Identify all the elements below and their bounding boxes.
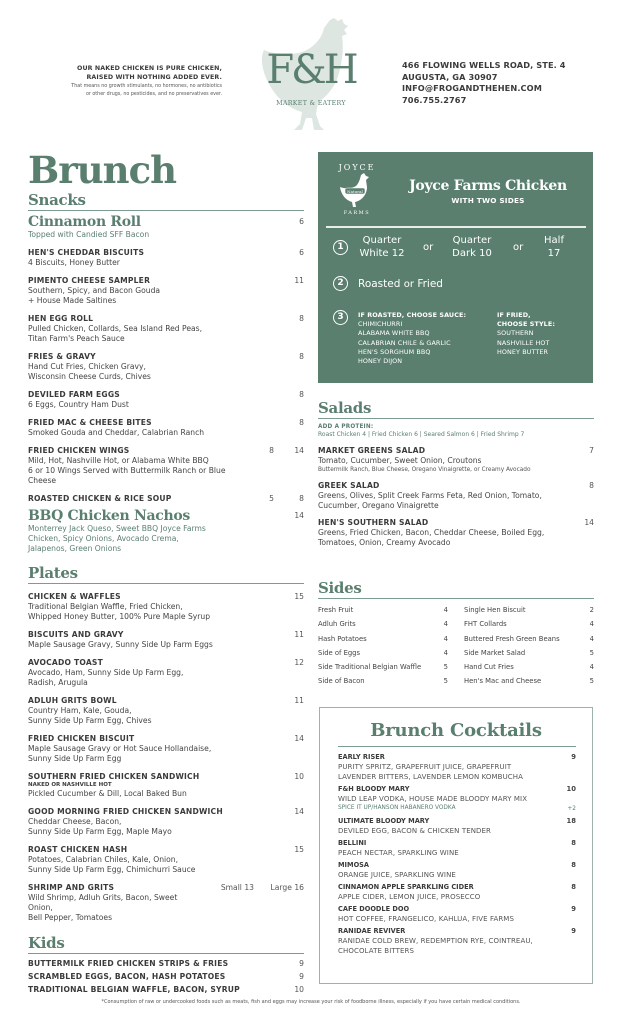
cocktail-text	[338, 785, 527, 814]
featured-desc: Chicken, Spicy Onions, Avocado Crema,	[28, 534, 179, 543]
cocktail-price: 8	[571, 883, 576, 891]
side-item	[318, 617, 448, 631]
item-name: FRIES & GRAVY	[28, 352, 96, 361]
side-name: Buttered Fresh Green Beans	[464, 634, 560, 643]
cocktail-name: BELLINI	[338, 839, 367, 847]
cocktail-desc: LAVENDER BITTERS, LAVENDER LEMON KOMBUCHA	[338, 773, 524, 781]
side-item	[464, 603, 594, 617]
item-desc: Tomato, Cucumber, Sweet Onion, Croutons	[318, 456, 482, 465]
cocktail-desc: PEACH NECTAR, SPARKLING WINE	[338, 849, 459, 857]
phone[interactable]: 706.755.2767	[402, 94, 467, 105]
price-large: Large 16	[270, 883, 304, 892]
item-price: 8	[299, 352, 304, 361]
menu-item	[28, 390, 304, 410]
item-desc: Maple Sausage Gravy or Hot Sauce Hollandaise,	[28, 744, 212, 753]
sauce-option: HONEY DIJON	[358, 357, 403, 366]
cocktail-list	[338, 750, 576, 956]
item-desc: Wild Shrimp, Adluh Grits, Bacon, Sweet Onion,	[28, 893, 178, 912]
item-desc: Sunny Side Up Farm Egg, Chimichurri Sauce	[28, 865, 196, 874]
side-item	[464, 646, 594, 660]
item-text	[28, 276, 294, 306]
item-price: 7	[589, 446, 594, 455]
sauce-option: HEN'S SORGHUM BBQ	[358, 347, 431, 356]
option-quarter-dark	[444, 234, 500, 260]
item-prices	[244, 494, 304, 504]
snack-list	[28, 248, 304, 504]
tagline	[12, 64, 222, 99]
sides-grid	[318, 603, 594, 689]
option-half	[536, 234, 572, 260]
divider	[326, 226, 586, 228]
featured-price: 14	[294, 511, 304, 520]
side-name: Hen's Mac and Cheese	[464, 677, 542, 686]
cocktail-upgrade: SPICE IT UP/HANSON HABANERO VODKA	[338, 805, 456, 811]
item-price: 12	[294, 658, 304, 667]
item-text	[28, 807, 294, 837]
item-text	[28, 734, 294, 764]
tagline-small-2: or other drugs, no pesticides, and no preservatives ever.	[85, 92, 222, 98]
side-price: 4	[443, 648, 448, 657]
side-price: 5	[589, 677, 594, 686]
cocktail-text	[338, 817, 491, 836]
featured-desc: Monterrey Jack Queso, Sweet BBQ Joyce Farms	[28, 524, 206, 533]
item-text	[28, 772, 294, 799]
item-desc: Cucumber, Oregano Vinaigrette	[318, 501, 439, 510]
side-item	[318, 632, 448, 646]
step-2-icon: 2	[333, 276, 348, 291]
item-price: 14	[584, 518, 594, 527]
item-name: FRIED MAC & CHEESE BITES	[28, 418, 152, 427]
cocktail-desc: CHOCOLATE BITTERS	[338, 947, 415, 955]
item-name: FRIED CHICKEN BISCUIT	[28, 734, 135, 743]
item-text	[318, 446, 531, 474]
item-name: PIMENTO CHEESE SAMPLER	[28, 276, 151, 285]
item-name: GREEK SALAD	[318, 481, 380, 490]
menu-item	[28, 845, 304, 875]
item-desc: + House Made Saltines	[28, 296, 117, 305]
menu-item	[28, 494, 304, 504]
item-desc: Wisconsin Cheese Curds, Chives	[28, 372, 151, 381]
fried-heading: CHOOSE STYLE:	[497, 320, 555, 329]
tagline-bold-2: RAISED WITH NOTHING ADDED EVER.	[86, 74, 222, 81]
side-price: 5	[443, 677, 448, 686]
divider	[338, 746, 576, 747]
item-text	[28, 390, 299, 410]
item-desc: Southern, Spicy, and Bacon Gouda	[28, 286, 161, 295]
menu-item	[28, 972, 304, 982]
side-name: Single Hen Biscuit	[464, 606, 526, 614]
item-price: 8	[589, 481, 594, 490]
item-desc: Pulled Chicken, Collards, Sea Island Red Peas,	[28, 324, 203, 333]
side-item	[464, 632, 594, 646]
menu-item	[28, 734, 304, 764]
or-label: or	[403, 279, 414, 290]
joyce-farms-logo-icon	[331, 161, 383, 216]
item-name: ADLUH GRITS BOWL	[28, 696, 117, 705]
roasted-sauces	[358, 311, 466, 366]
salad-list	[318, 446, 594, 548]
cocktail-item	[338, 927, 576, 956]
item-price: 14	[294, 734, 304, 743]
upgrade-price: +2	[567, 806, 576, 812]
cocktail-name: RANIDAE REVIVER	[338, 927, 406, 935]
cocktail-price: 8	[571, 861, 576, 869]
side-price: 5	[443, 663, 448, 672]
item-text	[28, 658, 294, 688]
style-option: SOUTHERN	[497, 329, 534, 338]
item-price: 8	[299, 390, 304, 399]
item-text	[28, 494, 244, 504]
option-price: White 12	[359, 248, 405, 259]
side-price: 4	[589, 634, 594, 643]
option-price: Dark 10	[452, 248, 492, 259]
svg-text:FARMS: FARMS	[343, 210, 371, 216]
side-name: Side of Bacon	[318, 677, 365, 686]
item-price: 9	[299, 972, 304, 981]
price-large: 8	[299, 494, 304, 503]
section-title-kids: Kids	[28, 935, 304, 954]
cocktail-price: 10 +2	[566, 785, 576, 812]
sides-left-column	[318, 603, 448, 689]
cocktail-name: CAFE DOODLE DOO	[338, 905, 410, 913]
cocktail-item	[338, 817, 576, 836]
item-prices	[194, 883, 304, 923]
item-price: 8	[299, 314, 304, 323]
side-item	[318, 646, 448, 660]
item-text	[28, 959, 299, 969]
cocktail-text	[338, 927, 533, 956]
tagline-small-1: That means no growth stimulants, no hormones, no antibiotics	[71, 84, 222, 89]
item-name: MARKET GREENS SALAD	[318, 446, 426, 455]
section-title-sides: Sides	[318, 580, 594, 599]
cocktail-text	[338, 839, 459, 858]
item-name: DEVILED FARM EGGS	[28, 390, 120, 399]
section-title-plates: Plates	[28, 565, 304, 584]
item-name: SOUTHERN FRIED CHICKEN SANDWICH	[28, 772, 200, 781]
cocktail-price: 9	[571, 753, 576, 761]
item-name: HEN'S SOUTHERN SALAD	[318, 518, 429, 527]
item-desc: Bell Pepper, Tomatoes	[28, 913, 113, 922]
menu-item	[28, 592, 304, 622]
featured-desc: Jalapenos, Green Onions	[28, 544, 122, 553]
item-name: SHRIMP AND GRITS	[28, 883, 115, 892]
item-text	[318, 481, 542, 511]
price-small: 5	[269, 494, 274, 503]
featured-price: 6	[299, 217, 304, 226]
item-text	[28, 630, 294, 650]
side-name: Hand Cut Fries	[464, 663, 514, 672]
cocktail-item	[338, 839, 576, 858]
item-desc: Traditional Belgian Waffle, Fried Chicken,	[28, 602, 183, 611]
item-desc: Hand Cut Fries, Chicken Gravy,	[28, 362, 146, 371]
item-desc: Cheddar Cheese, Bacon,	[28, 817, 122, 826]
item-desc: Avocado, Ham, Sunny Side Up Farm Egg,	[28, 668, 184, 677]
step-3-icon: 3	[333, 310, 348, 325]
item-desc: Sunny Side Up Farm Egg, Maple Mayo	[28, 827, 172, 836]
item-name: SCRAMBLED EGGS, BACON, HASH POTATOES	[28, 972, 226, 981]
item-name: FRIED CHICKEN WINGS	[28, 446, 130, 455]
logo	[258, 18, 364, 138]
item-text	[28, 985, 294, 995]
or-label: or	[513, 242, 524, 253]
item-text	[28, 446, 244, 486]
item-subtitle: NAKED OR NASHVILLE HOT	[28, 782, 112, 788]
item-name: GOOD MORNING FRIED CHICKEN SANDWICH	[28, 807, 223, 816]
cocktail-name: F&H BLOODY MARY	[338, 785, 410, 793]
joyce-subtitle: WITH TWO SIDES	[451, 196, 525, 205]
cocktail-price: 8	[571, 839, 576, 847]
item-name: ROAST CHICKEN HASH	[28, 845, 128, 854]
side-name: Side of Eggs	[318, 648, 361, 657]
cocktail-name: ULTIMATE BLOODY MARY	[338, 817, 430, 825]
menu-item	[28, 772, 304, 799]
item-desc: Sunny Side Up Farm Egg, Chives	[28, 716, 152, 725]
item-text	[28, 418, 299, 438]
side-item	[318, 603, 448, 617]
item-price: 11	[294, 630, 304, 639]
item-name: HEN'S CHEDDAR BISCUITS	[28, 248, 145, 257]
address-line-2: AUGUSTA, GA 30907	[402, 71, 498, 82]
item-price: 14	[294, 807, 304, 816]
option-label: Quarter	[452, 235, 492, 246]
cocktail-price: 9	[571, 905, 576, 913]
contact-info	[402, 60, 566, 106]
cocktail-desc: WILD LEAP VODKA, HOUSE MADE BLOODY MARY MIX	[338, 795, 528, 803]
item-text	[318, 518, 544, 548]
menu-item	[28, 418, 304, 438]
sauce-option: CALABRIAN CHILE & GARLIC	[358, 338, 451, 347]
sides-section	[318, 580, 594, 689]
svg-text:JOYCE: JOYCE	[338, 163, 376, 172]
side-name: Side Market Salad	[464, 648, 526, 657]
address-line-1: 466 FLOWING WELLS ROAD, STE. 4	[402, 60, 566, 70]
menu-item	[28, 276, 304, 306]
side-price: 4	[443, 606, 448, 614]
cocktail-name: EARLY RISER	[338, 753, 385, 761]
item-text	[28, 845, 294, 875]
menu-item	[28, 959, 304, 969]
sauce-option: ALABAMA WHITE BBQ	[358, 329, 430, 338]
item-name: TRADITIONAL BELGIAN WAFFLE, BACON, SYRUP	[28, 985, 240, 994]
side-price: 4	[589, 620, 594, 629]
featured-item	[28, 509, 304, 554]
option-label: Quarter	[362, 235, 402, 246]
step-1-icon: 1	[333, 240, 348, 255]
item-text	[28, 592, 294, 622]
menu-item	[28, 248, 304, 268]
cocktail-desc: PURITY SPRITZ, GRAPEFRUIT JUICE, GRAPEFRUIT	[338, 763, 512, 771]
item-desc: Potatoes, Calabrian Chiles, Kale, Onion,	[28, 855, 178, 864]
side-name: FHT Collards	[464, 620, 507, 629]
svg-text:Natural: Natural	[347, 189, 363, 194]
fried-heading: IF FRIED,	[497, 311, 531, 319]
menu-item	[28, 658, 304, 688]
header	[0, 0, 622, 140]
item-text	[28, 696, 294, 726]
item-desc: Pickled Cucumber & Dill, Local Baked Bun	[28, 789, 187, 798]
item-prices	[244, 446, 304, 486]
item-name: ROASTED CHICKEN & RICE SOUP	[28, 494, 172, 503]
option-price: 17	[547, 248, 561, 259]
item-desc: Mild, Hot, Nashville Hot, or Alabama White BBQ	[28, 456, 209, 465]
cocktail-text	[338, 861, 456, 880]
menu-item	[28, 314, 304, 344]
item-desc: Radish, Arugula	[28, 678, 88, 687]
left-column	[28, 150, 304, 995]
item-desc: Titan Farm's Peach Sauce	[28, 334, 125, 343]
menu-item	[318, 446, 594, 474]
side-name: Hash Potatoes	[318, 634, 367, 643]
side-name: Side Traditional Belgian Waffle	[318, 663, 422, 672]
menu-item	[318, 481, 594, 511]
tagline-bold-1: OUR NAKED CHICKEN IS PURE CHICKEN,	[77, 65, 222, 72]
item-price: 10	[294, 772, 304, 781]
item-desc: Greens, Olives, Split Creek Farms Feta, Red Onion, Tomato,	[318, 491, 542, 500]
item-desc: Smoked Gouda and Cheddar, Calabrian Ranch	[28, 428, 205, 437]
side-item	[318, 674, 448, 688]
cocktail-name: CINNAMON APPLE SPARKLING CIDER	[338, 883, 474, 891]
cocktail-desc: ORANGE JUICE, SPARKLING WINE	[338, 871, 456, 879]
item-desc: Sunny Side Up Farm Egg	[28, 754, 122, 763]
item-price: 11	[294, 696, 304, 705]
option-label: Half	[544, 235, 564, 246]
featured-item	[28, 215, 304, 240]
item-desc: Greens, Fried Chicken, Bacon, Cheddar Cheese, Boiled Egg,	[318, 528, 545, 537]
item-desc: Country Ham, Kale, Gouda,	[28, 706, 132, 715]
cocktail-item	[338, 753, 576, 782]
side-name: Fresh Fruit	[318, 606, 354, 614]
side-name: Adluh Grits	[318, 620, 356, 629]
price-small: Small 13	[220, 883, 254, 892]
side-item	[464, 660, 594, 674]
section-title-salads: Salads	[318, 400, 594, 419]
side-price: 4	[443, 620, 448, 629]
cocktail-name: MIMOSA	[338, 861, 370, 869]
menu-item	[318, 518, 594, 548]
joyce-farms-box	[318, 152, 593, 383]
cocktail-item	[338, 883, 576, 902]
side-price: 2	[589, 606, 594, 614]
salads-section	[318, 400, 594, 548]
featured-name: Cinnamon Roll	[28, 214, 141, 230]
roasted-option: Roasted	[358, 278, 401, 290]
menu-item	[28, 807, 304, 837]
item-desc: Tomatoes, Onion, Creamy Avocado	[318, 538, 451, 547]
roasted-heading: IF ROASTED, CHOOSE SAUCE:	[358, 311, 467, 319]
price-small: 8	[269, 446, 274, 455]
cocktail-text	[338, 753, 523, 782]
item-name: BISCUITS AND GRAVY	[28, 630, 124, 639]
item-price: 8	[299, 418, 304, 427]
page-title: Brunch	[28, 148, 176, 192]
item-name: CHICKEN & WAFFLES	[28, 592, 121, 601]
section-title-snacks: Snacks	[28, 192, 304, 211]
featured-desc: Topped with Candied SFF Bacon	[28, 230, 150, 239]
step-2-text	[358, 278, 443, 290]
item-desc: Whipped Honey Butter, 100% Pure Maple Syrup	[28, 612, 211, 621]
cocktail-text	[338, 905, 514, 924]
email[interactable]: INFO@FROGANDTHEHEN.COM	[402, 83, 542, 93]
menu-item	[28, 883, 304, 923]
menu-item	[28, 696, 304, 726]
item-price: 15	[294, 845, 304, 854]
item-price: 10	[294, 985, 304, 994]
item-price: 15	[294, 592, 304, 601]
item-price: 9	[299, 959, 304, 968]
side-price: 5	[589, 648, 594, 657]
fried-option: Fried	[417, 278, 443, 290]
cocktail-desc: APPLE CIDER, LEMON JUICE, PROSECCO	[338, 893, 481, 901]
item-desc: Maple Sausage Gravy, Sunny Side Up Farm Eggs	[28, 640, 213, 649]
menu-item	[28, 985, 304, 995]
cocktail-text	[338, 883, 480, 902]
side-price: 4	[589, 663, 594, 672]
cocktail-price: 9	[571, 927, 576, 935]
cocktail-item	[338, 785, 576, 814]
cocktail-item	[338, 905, 576, 924]
food-safety-disclaimer: *Consumption of raw or undercooked foods such as meats, fish and eggs may increase your risk of foodborne illness, especially if you have certain medical conditions.	[101, 999, 521, 1005]
menu-item	[28, 446, 304, 486]
item-text	[28, 352, 299, 382]
item-price: 6	[299, 248, 304, 257]
side-item	[318, 660, 448, 674]
cocktail-desc: RANIDAE COLD BREW, REDEMPTION RYE, COINTREAU,	[338, 937, 533, 945]
option-quarter-white	[354, 234, 410, 260]
kids-list	[28, 954, 304, 995]
protein-options: Roast Chicken 4 | Fried Chicken 6 | Seared Salmon 6 | Fried Shrimp 7	[318, 431, 525, 438]
item-dressings: Buttermilk Ranch, Blue Cheese, Oregano Vinaigrette, or Creamy Avocado	[318, 467, 531, 473]
item-text	[28, 883, 194, 923]
or-label: or	[423, 242, 434, 253]
side-item	[464, 674, 594, 688]
style-option: NASHVILLE HOT	[497, 338, 550, 347]
price-large: 14	[294, 446, 304, 455]
menu-item	[28, 630, 304, 650]
item-name: BUTTERMILK FRIED CHICKEN STRIPS & FRIES	[28, 959, 229, 968]
menu-item	[28, 352, 304, 382]
plate-list	[28, 592, 304, 923]
item-desc: 6 Eggs, Country Ham Dust	[28, 400, 129, 409]
cocktail-desc: HOT COFFEE, FRANGELICO, KAHLUA, FIVE FARMS	[338, 915, 514, 923]
cocktails-title: Brunch Cocktails	[370, 720, 542, 741]
cocktail-item	[338, 861, 576, 880]
fried-styles	[497, 311, 555, 357]
item-desc: 4 Biscuits, Honey Butter	[28, 258, 120, 267]
item-text	[28, 248, 299, 268]
featured-name: BBQ Chicken Nachos	[28, 508, 190, 524]
logo-subtitle: MARKET & EATERY	[276, 100, 346, 107]
logo-monogram: F&H	[266, 47, 356, 93]
item-text	[28, 314, 299, 344]
side-item	[464, 617, 594, 631]
item-price: 11	[294, 276, 304, 285]
protein-heading: ADD A PROTEIN:	[318, 424, 374, 430]
joyce-title: Joyce Farms Chicken	[409, 178, 567, 194]
item-name: AVOCADO TOAST	[28, 658, 103, 667]
sides-right-column	[464, 603, 594, 689]
cocktail-desc: DEVILED EGG, BACON & CHICKEN TENDER	[338, 827, 492, 835]
style-option: HONEY BUTTER	[497, 347, 549, 356]
item-desc: 6 or 10 Wings Served with Buttermilk Ranch or Blue Cheese	[28, 466, 226, 485]
item-name: HEN EGG ROLL	[28, 314, 94, 323]
sauce-option: CHIMICHURRI	[358, 320, 403, 329]
cocktails-box	[319, 707, 593, 984]
item-text	[28, 972, 299, 982]
side-price: 4	[443, 634, 448, 643]
cocktail-price: 18	[566, 817, 576, 825]
